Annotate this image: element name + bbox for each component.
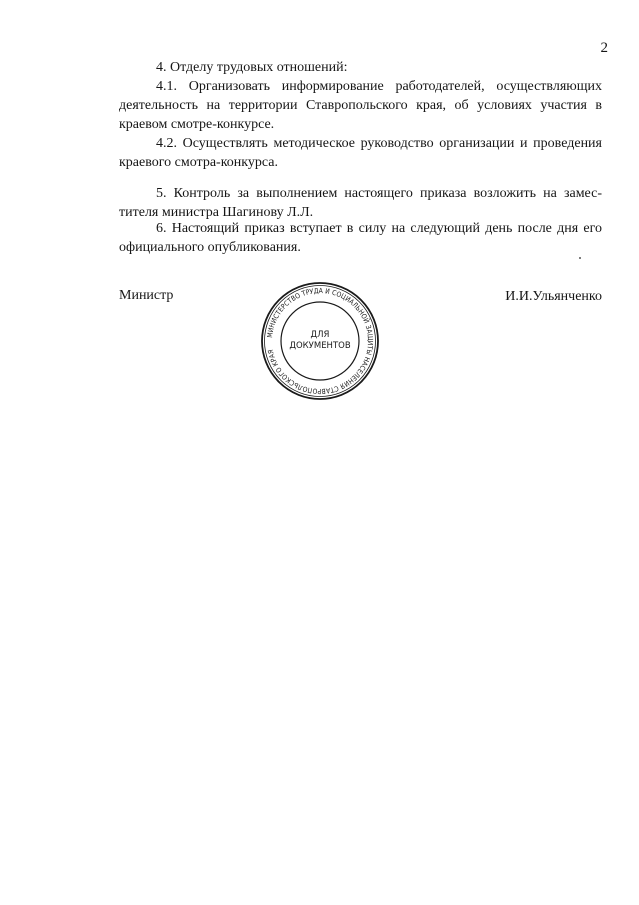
paragraph-5: 5. Контроль за выполнением настоящего приказа возложить на заместителя министра Шагинову Л.Л. — [119, 186, 602, 220]
section-6 — [119, 219, 602, 257]
paragraph-4-2: 4.2. Осуществлять методическое руководство организации и проведения краевого смотра-конкурса. — [119, 136, 602, 170]
page-number: 2 — [600, 40, 608, 56]
seal-center-line1: ДЛЯ — [310, 330, 330, 340]
paragraph-6: 6. Настоящий приказ вступает в силу на следующий день после дня его официального опубликования. — [119, 221, 602, 255]
scan-speck — [579, 257, 581, 259]
section-4 — [119, 58, 602, 172]
paragraph-4-1: 4.1. Организовать информирование работодателей, осуществляющих деятельность на территории Ставропольского края, об условиях участия в краевом смотре-конкурсе. — [119, 79, 602, 132]
signature-name: И.И.Ульянченко — [505, 289, 602, 304]
seal-center-line2: ДОКУМЕНТОВ — [289, 341, 351, 351]
paragraph-4-heading: 4. Отделу трудовых отношений: — [156, 60, 348, 75]
official-seal-stamp — [259, 280, 381, 402]
signature-title: Министр — [119, 288, 174, 303]
section-5 — [119, 184, 602, 222]
seal-ring-text-path: МИНИСТЕРСТВО ТРУДА И СОЦИАЛЬНОЙ ЗАЩИТЫ НАСЕЛЕНИЯ СТАВРОПОЛЬСКОГО КРАЯ — [266, 286, 375, 396]
